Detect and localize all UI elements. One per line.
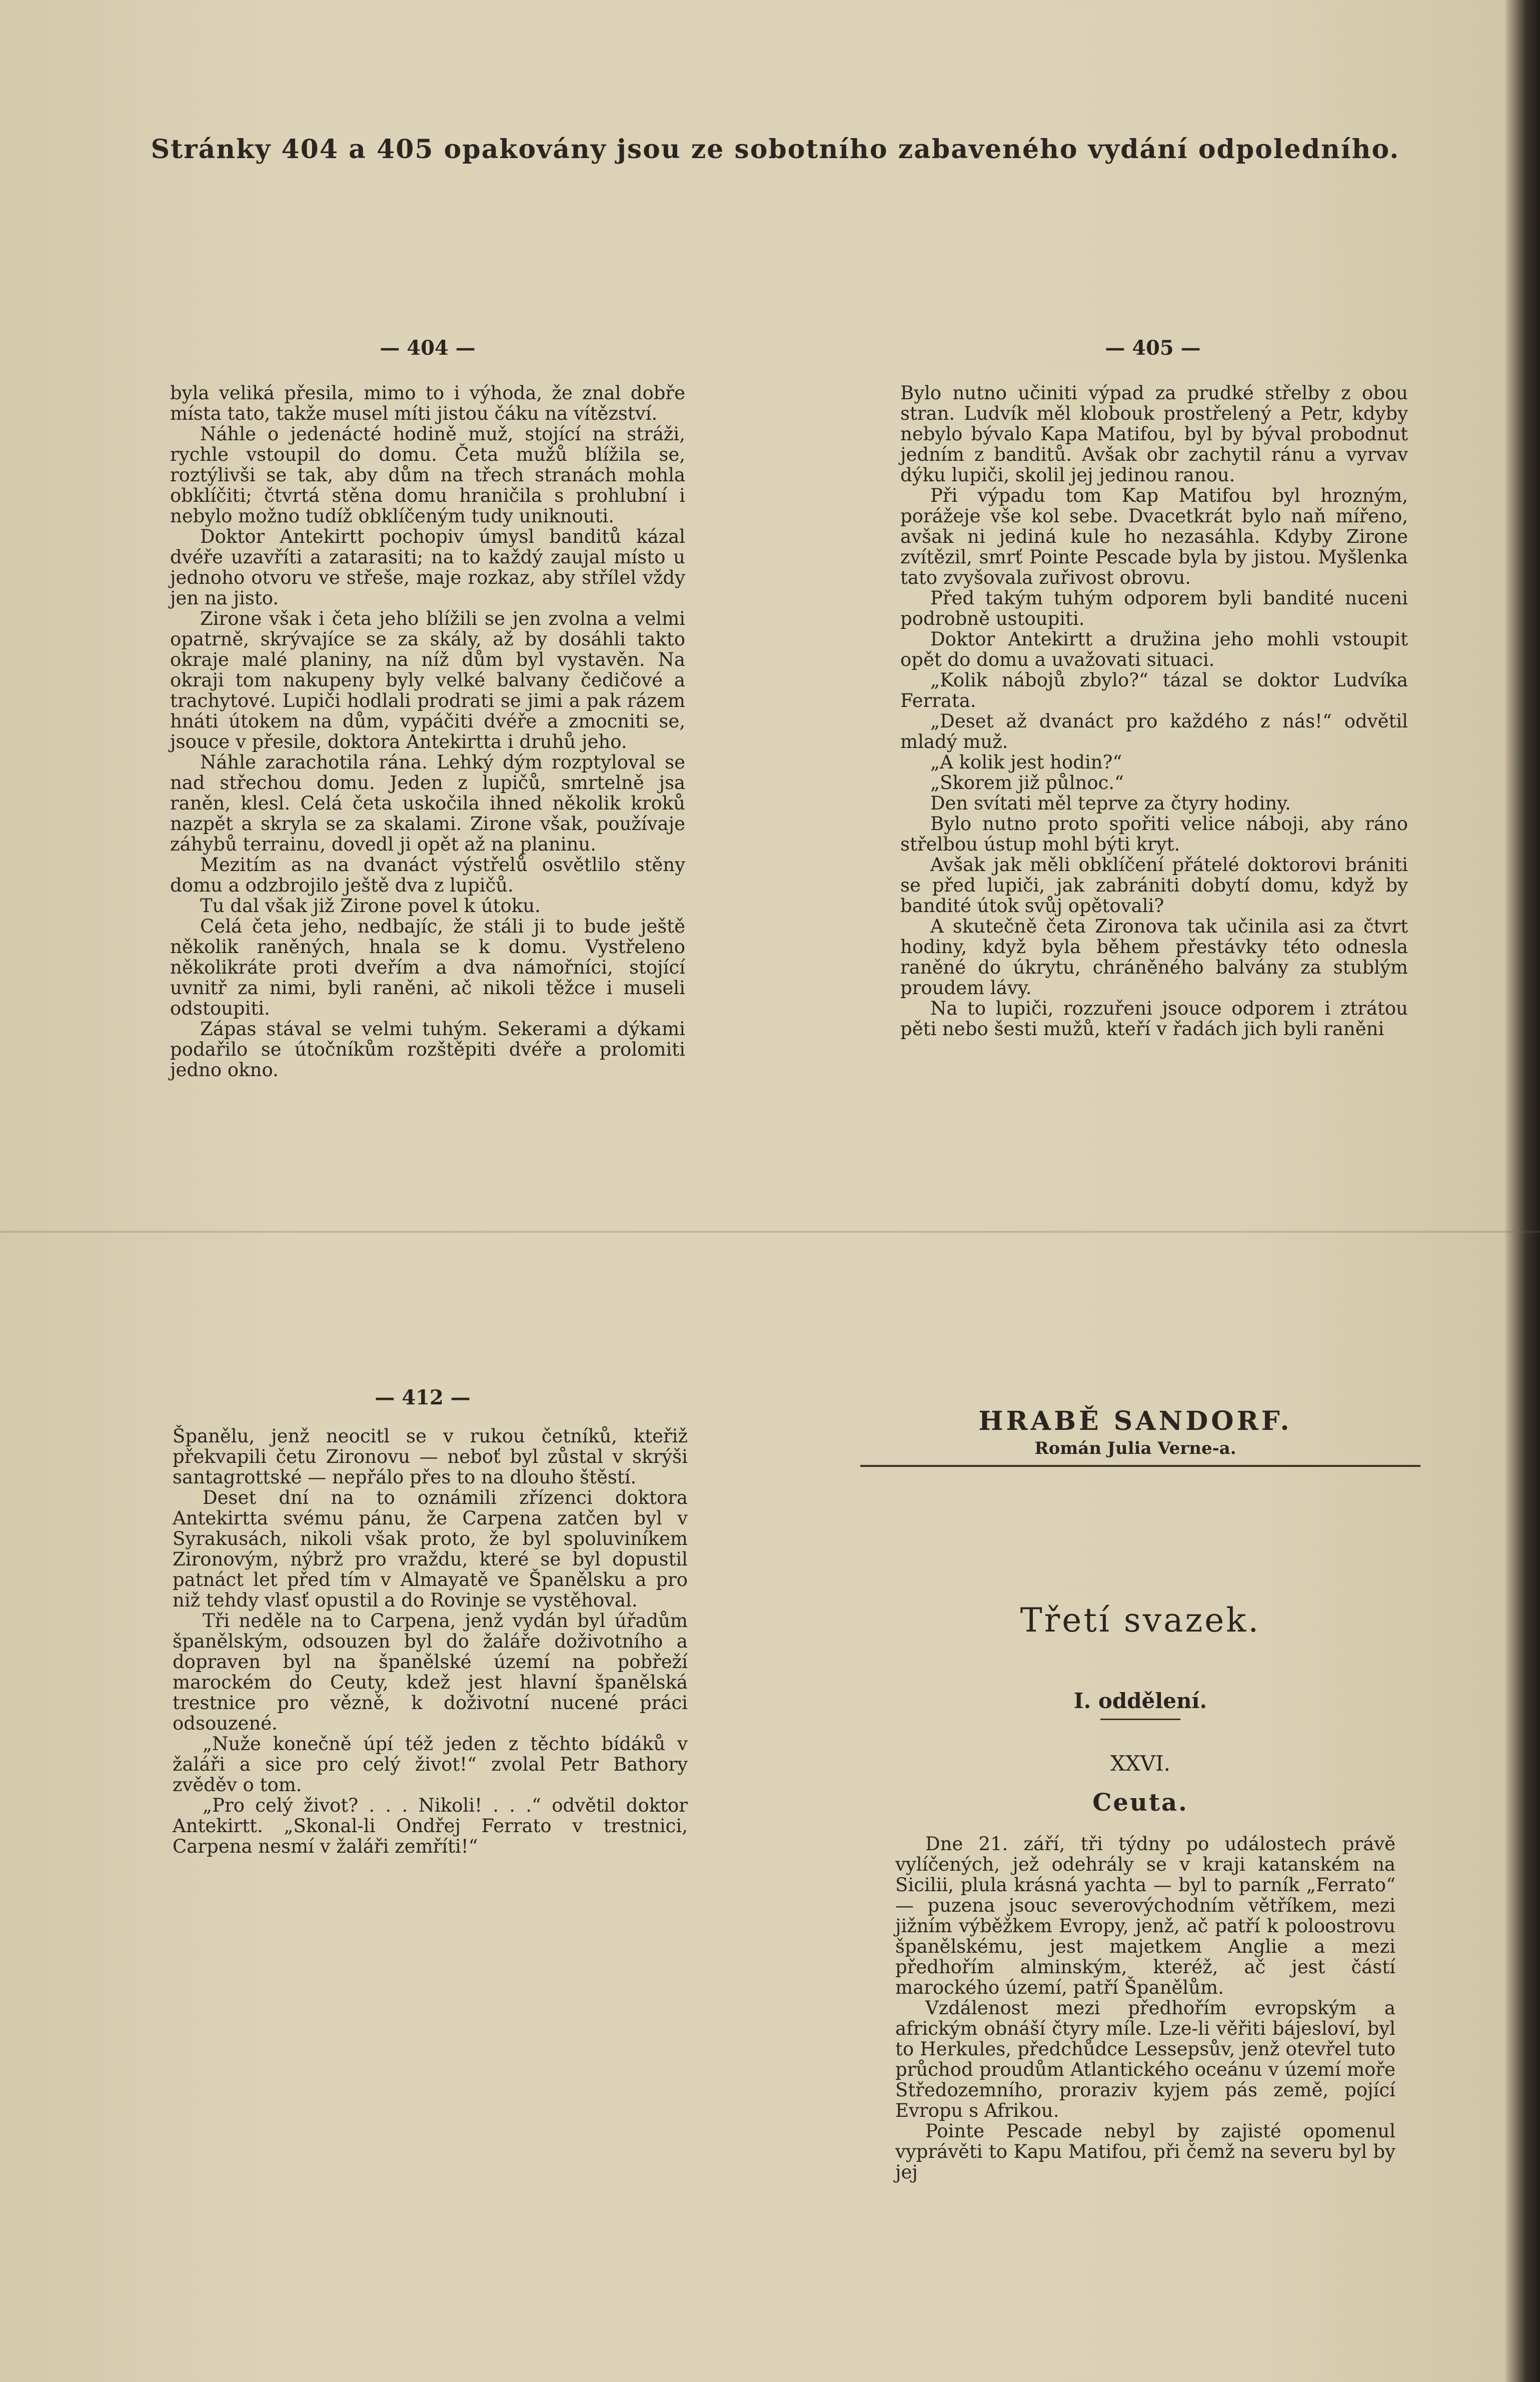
column-page-404 xyxy=(170,383,685,1080)
paragraph: Španělu, jenž neocitl se v rukou četníků, kteřiž překvapili četu Zironovu — neboť byl zůstal v skrýši santagrottské — nepřálo přes to na dlouho štěstí. xyxy=(173,1425,688,1488)
paragraph: Doktor Antekirtt a družina jeho mohli vstoupit opět do domu a uvažovati situaci. xyxy=(900,628,1408,670)
paragraph: Pointe Pescade nebyl by zajisté opomenul vyprávěti to Kapu Matifou, při čemž na severu byl by jej xyxy=(895,2120,1395,2183)
paragraph: Mezitím as na dvanáct výstřelů osvětlilo stěny domu a odzbrojilo ještě dva z lupičů. xyxy=(170,854,685,896)
paragraph: Bylo nutno proto spořiti velice náboji, aby ráno střelbou ústup mohl býti kryt. xyxy=(900,813,1408,855)
title-rule xyxy=(860,1465,1420,1467)
paragraph: A skutečně četa Zironova tak učinila asi za čtvrt hodiny, když byla během přestávky této odnesla raněné do úkrytu, chráněného balvány za stublým proudem lávy. xyxy=(900,916,1408,999)
page-number-412: — 412 — xyxy=(375,1386,471,1409)
paragraph: Tři neděle na to Carpena, jenž vydán byl úřadům španělským, odsouzen byl do žaláře doživotního a dopraven byl na španělské území na pobřeží marockém do Ceuty, kdež jest hlavní španělská trestnice pro vězně, k doživotní nucené práci odsouzené. xyxy=(173,1610,688,1734)
part-heading: I. oddělení. xyxy=(1073,1689,1207,1713)
page-number-405: — 405 — xyxy=(1105,336,1201,360)
paragraph: „A kolik jest hodin?“ xyxy=(930,751,1122,773)
paragraph: Bylo nutno učiniti výpad za prudké střelby z obou stran. Ludvík měl klobouk prostřelený a Petr, kdyby nebylo bývalo Kapa Matifou, byl by býval probodnut jedním z banditů. Avšak obr zachytil ránu a vyrvav dýku lupiči, skolil jej jedinou ranou. xyxy=(900,382,1408,486)
paragraph: Zirone však i četa jeho blížili se jen zvolna a velmi opatrně, skrývajíce se za skály, až by dosáhli takto okraje malé planiny, na níž dům byl vystavěn. Na okraji tom nakupeny byly velké balvany čedičové a trachytové. Lupiči hodlali prodrati se jimi a pak rázem hnáti útokem na dům, vypáčiti dvéře a zmocniti se, jsouce v přesile, doktora Antekirtta i druhů jeho. xyxy=(170,608,685,752)
paragraph: Náhle zarachotila rána. Lehký dým rozptyloval se nad střechou domu. Jeden z lupičů, smrtelně jsa raněn, klesl. Celá četa uskočila ihned několik kroků nazpět a skryla se za skalami. Zirone však, používaje záhybů terrainu, dovedl ji opět až na planinu. xyxy=(170,751,685,855)
column-page-412 xyxy=(173,1426,688,1857)
page-number-404: — 404 — xyxy=(380,336,476,360)
paragraph: „Skorem již půlnoc.“ xyxy=(930,772,1124,793)
column-page-405 xyxy=(900,383,1408,1039)
paragraph: „Pro celý život? . . . Nikoli! . . .“ odvětil doktor Antekirtt. „Skonal-li Ondřej Ferrato v trestnici, Carpena nesmí v žaláři zemříti!“ xyxy=(173,1795,688,1857)
novel-subtitle: Román Julia Verne-a. xyxy=(1034,1438,1236,1458)
scan-edge xyxy=(1505,0,1540,2382)
paragraph: Doktor Antekirtt pochopiv úmysl banditů kázal dvéře uzavříti a zatarasiti; na to každý zaujal místo u jednoho otvoru ve střeše, maje rozkaz, aby střílel vždy jen na jisto. xyxy=(170,526,685,609)
paragraph: Dne 21. září, tři týdny po událostech právě vylíčených, jež odehrály se v kraji katanském na Sicilii, plula krásná yachta — byl to parník „Ferrato“ — puzena jsouc severovýchodním větříkem, mezi jižním výběžkem Evropy, jenž, ač patří k poloostrovu španělskému, jest majetkem Anglie a mezi předhořím alminským, kteréž, ač jest částí marockého území, patří Španělům. xyxy=(895,1833,1395,1998)
novel-title: HRABĚ SANDORF. xyxy=(978,1406,1292,1436)
paragraph: Celá četa jeho, nedbajíc, že stáli ji to bude ještě několik raněných, hnala se k domu. Vystřeleno několikráte proti dveřím a dva námořníci, stojící uvnitř za nimi, byli raněni, ač nikoli těžce i museli odstoupiti. xyxy=(170,916,685,1019)
paragraph: Tu dal však již Zirone povel k útoku. xyxy=(200,895,541,917)
paragraph: „Deset až dvanáct pro každého z nás!“ odvětil mladý muž. xyxy=(900,710,1408,752)
paragraph: Vzdálenost mezi předhořím evropským a africkým obnáší čtyry míle. Lze-li věřiti bájesloví, byl to Herkules, předchůdce Lessepsův, jenž otevřel tuto průchod proudům Atlantického oceánu v území moře Středozemního, proraziv kyjem pás země, pojící Evropu s Afrikou. xyxy=(895,1997,1395,2121)
page-fold xyxy=(0,1231,1540,1233)
paragraph: Avšak jak měli obklíčení přátelé doktorovi brániti se před lupiči, jak zabrániti dobytí domu, když by bandité útok svůj opětovali? xyxy=(900,854,1408,917)
column-novel-text xyxy=(895,1834,1395,2182)
chapter-number: XXVI. xyxy=(1110,1751,1171,1776)
paragraph: Při výpadu tom Kap Matifou byl hrozným, porážeje vše kol sebe. Dvacetkrát bylo naň mířeno, avšak ni jediná kule ho nezasáhla. Kdyby Zirone zvítězil, smrť Pointe Pescade byla by jistou. Myšlenka tato zvyšovala zuřivost obrovu. xyxy=(900,485,1408,588)
part-rule xyxy=(1100,1719,1180,1720)
paragraph: Před takým tuhým odporem byli bandité nuceni podrobně ustoupiti. xyxy=(900,587,1408,629)
paragraph: byla veliká přesila, mimo to i výhoda, že znal dobře místa tato, takže musel míti jistou čáku na vítězství. xyxy=(170,382,685,424)
paragraph: Na to lupiči, rozzuřeni jsouce odporem i ztrátou pěti nebo šesti mužů, kteří v řadách jich byli raněni xyxy=(900,998,1408,1040)
volume-heading: Třetí svazek. xyxy=(1020,1601,1261,1640)
page-header: Stránky 404 a 405 opakovány jsou ze sobotního zabaveného vydání odpoledního. xyxy=(151,134,1400,165)
chapter-title: Ceuta. xyxy=(1092,1789,1188,1817)
paragraph: Zápas stával se velmi tuhým. Sekerami a dýkami podařilo se útočníkům rozštěpiti dvéře a prolomiti jedno okno. xyxy=(170,1018,685,1081)
paragraph: Náhle o jedenácté hodině muž, stojící na stráži, rychle vstoupil do domu. Četa mužů blížila se, roztýlivši se tak, aby dům na třech stranách mohla obklíčiti; čtvrtá stěna domu hraničila s prohlubní i nebylo možno tudíž obklíčeným tudy uniknouti. xyxy=(170,423,685,527)
paragraph: „Kolik nábojů zbylo?“ tázal se doktor Ludvíka Ferrata. xyxy=(900,669,1408,711)
paragraph: „Nuže konečně úpí též jeden z těchto bídáků v žaláři a sice pro celý život!“ zvolal Petr Bathory zvěděv o tom. xyxy=(173,1733,688,1796)
paragraph: Deset dní na to oznámili zřízenci doktora Antekirtta svému pánu, že Carpena zatčen byl v Syrakusách, nikoli však proto, že byl spoluviníkem Zironovým, nýbrž pro vraždu, které se byl dopustil patnáct let před tím v Almayatě ve Španělsku a pro niž tehdy vlasť opustil a do Rovinje se vystěhoval. xyxy=(173,1487,688,1611)
paragraph: Den svítati měl teprve za čtyry hodiny. xyxy=(930,792,1291,814)
